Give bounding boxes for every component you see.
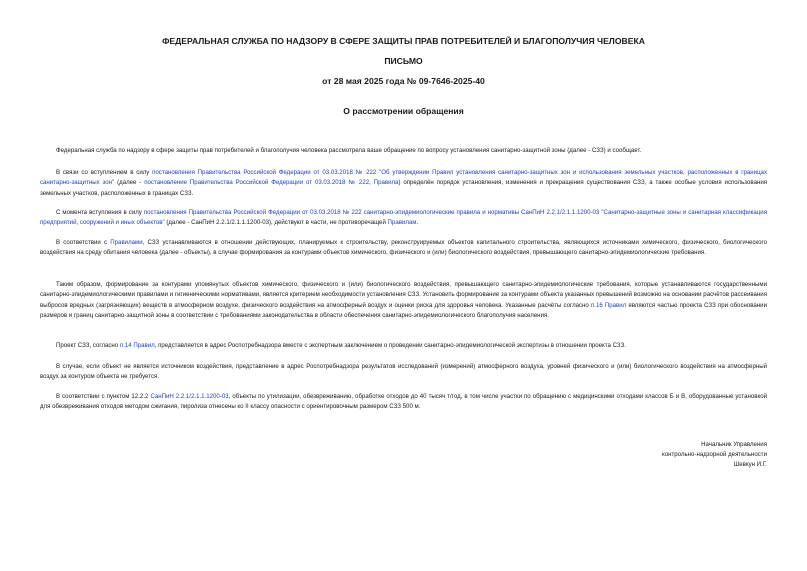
p5-text-a: Таким образом, формирование за контурами упомянутых объектов химического, физического и (или) биологического воздействия, превышающего санитарно-эпидемиологические требования, которые устанавливаются государственными санитарно-эпидемиологическими правилами и гигиеническими нормативами, является критерием необходимости установления СЗЗ. Установить формирование за контурами объекта указанных превышений возможно на основании расчётов рассеивания выбросов вредных (загрязняющих) веществ в атмосферном воздухе, физического воздействия на атмосферный воздух и оценки риска для здоровья человека. Указанные расчёты согласно [40,281,767,309]
link-rules[interactable]: Правилам [387,219,417,227]
p4-text-a: В соответствии с [56,239,111,246]
paragraph-6 [40,341,767,351]
p3-text-b: (далее - СанПиН 2.2.1/2.1.1.1200-03), действуют в части, не противоречащей [164,219,388,227]
paragraph-2 [40,168,767,199]
link-rules-p14[interactable]: п.14 Правил [119,342,155,349]
paragraph-8 [40,392,767,413]
p3-text-c: . [416,219,419,227]
paragraph-7 [40,362,767,383]
signature-block [567,440,767,471]
link-rules-p16[interactable]: п.16 Правил [590,301,627,309]
signature-name: Шевкун И.Г. [733,461,767,469]
signature-department: контрольно-надзорной деятельности [662,451,767,459]
document-type: ПИСЬМО [384,56,423,66]
p2-text-b: (далее - [114,179,145,187]
link-resolution-222-title[interactable]: постановления Правительства Российской Федерации от 03.03.2018 № 222 "Об утверждении Правил установления санитарно-защитных зон и использования земельных участков, расположенных в границах санитарно-защитных зон" [40,169,767,187]
paragraph-4 [40,238,767,259]
link-rules-2[interactable]: Правилами [110,239,143,246]
link-sanpin-resolution[interactable]: постановления Правительства Российской Федерации от 03.03.2018 № 222 санитарно-эпидемиологические правила и нормативы СанПиН 2.2.1/2.1.1.1200-03 "Санитарно-защитные зоны и санитарная классификация предприятий, сооружений и иных объектов" [40,209,767,227]
p3-text-a: С момента вступления в силу [56,209,144,216]
p1-text: Федеральная служба по надзору в сфере защиты прав потребителей и благополучия человека рассмотрела ваше обращение по вопросу установления санитарно-защитной зоны (далее - СЗЗ) и сообщает. [56,147,642,154]
link-sanpin[interactable]: СанПиН 2.2.1/2.1.1.1200-03 [150,393,229,400]
p6-text-b: , представляется в адрес Роспотребнадзора вместе с экспертным заключением о проведении санитарно-эпидемиологической экспертизы в отношении проекта СЗЗ. [154,342,626,349]
p7-text: В случае, если объект не является источником воздействия, представление в адрес Роспотребнадзора результатов исследований (измерений) атмосферного воздуха, уровней физического и (или) биологического воздействия на атмосферный воздух за контуром объекта не требуется. [40,363,767,381]
paragraph-3 [40,208,767,229]
paragraph-5 [40,280,767,322]
p8-text-a: В соответствии с пунктом 12.2.2 [56,393,151,400]
document-date-number: от 28 мая 2025 года № 09-7646-2025-40 [322,76,485,86]
link-resolution-222-rules[interactable]: постановление Правительства Российской Федерации от 03.03.2018 № 222, Правила [144,179,399,187]
signature-position: Начальник Управления [701,441,767,448]
p8-text-b: , объекты по утилизации, обезвреживанию, обработке отходов до 40 тысяч т/год, в том числе участки по обращению с медицинскими отходами классов Б и В, оборудованные установкой для обезвреживания отходов методом сжигания, пиролиза отнесены ко II классу опасности с ориентировочным размером СЗЗ 500 м. [40,393,768,411]
p6-text-a: Проект СЗЗ, согласно [56,342,120,349]
paragraph-1 [40,146,767,156]
document-subject: О рассмотрении обращения [343,106,464,116]
p4-text-b: , СЗЗ устанавливаются в отношении действующих, планируемых к строительству, реконструируемых объектов капитального строительства, являющихся источниками химического, физического, биологического воздействия на среду обитания человека (далее - объекты), в случае формирования за контурами объектов химического, физического и (или) биологического воздействия, превышающего санитарно-эпидемиологические требования. [40,239,768,257]
p2-text-a: В связи со вступлением в силу [56,169,153,176]
p2-text-c: ) определён порядок установления, изменения и прекращения существования СЗЗ, а также особые условия использования земельных участков, расположенных в границах СЗЗ. [40,179,768,197]
agency-title: ФЕДЕРАЛЬНАЯ СЛУЖБА ПО НАДЗОРУ В СФЕРЕ ЗАЩИТЫ ПРАВ ПОТРЕБИТЕЛЕЙ И БЛАГОПОЛУЧИЯ ЧЕЛОВЕКА [162,36,645,46]
p5-text-b: являются частью проекта СЗЗ при обосновании размеров и границ санитарно-защитной зоны в соответствии с требованиями законодательства в области обеспечения санитарно-эпидемиологического благополучия населения. [40,301,767,320]
